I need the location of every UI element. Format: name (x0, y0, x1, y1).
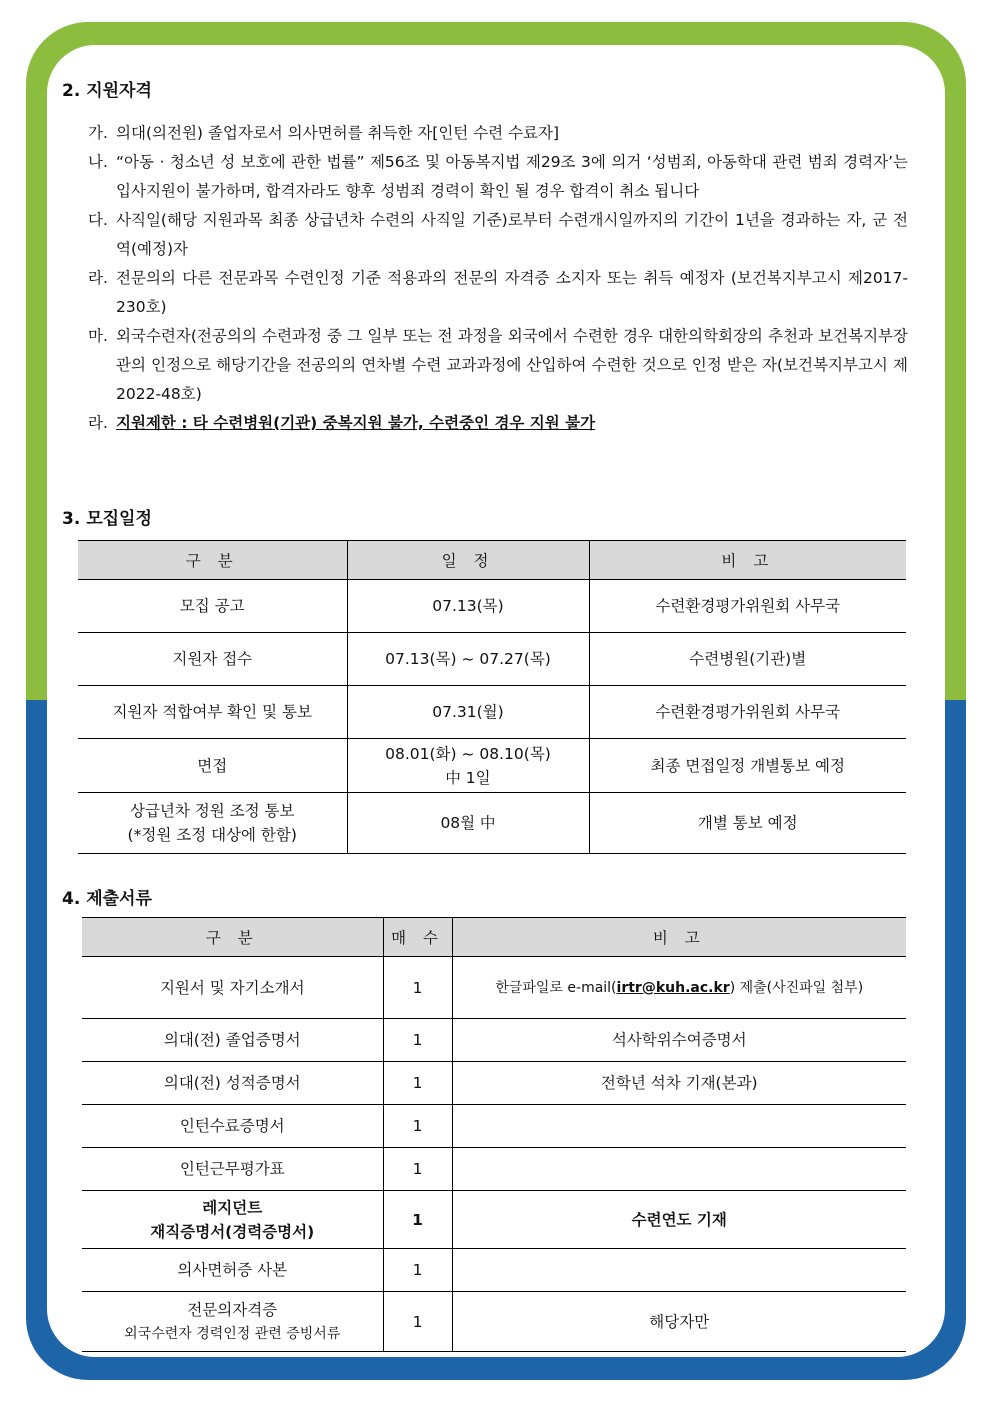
note-prefix: 한글파일로 e-mail( (495, 979, 617, 996)
item-text: 전문의의 다른 전문과목 수련인정 기준 적용과의 전문의 자격증 소지자 또는 취득 예정자 (보건복지부고시 제2017-230호) (116, 269, 908, 316)
cell-count: 1 (383, 1148, 452, 1191)
cell-count: 1 (383, 1062, 452, 1105)
schedule-table (78, 540, 906, 854)
cell-note: 최종 면접일정 개별통보 예정 (589, 739, 906, 793)
item-text: 의대(의전원) 졸업자로서 의사면허를 취득한 자[인턴 수련 수료자] (116, 124, 560, 142)
cell-count: 1 (383, 1292, 452, 1352)
cell-document (82, 1191, 383, 1249)
email-link[interactable]: irtr@kuh.ac.kr (616, 979, 730, 996)
cell-category: 모집 공고 (78, 580, 347, 633)
documents-table (82, 917, 906, 1352)
cell-note (452, 1105, 906, 1148)
table-row (78, 739, 906, 793)
item-marker: 라. (88, 269, 108, 287)
cell-category: 면접 (78, 739, 347, 793)
cell-note: 석사학위수여증명서 (452, 1019, 906, 1062)
table-row (78, 686, 906, 739)
cell-count: 1 (383, 1249, 452, 1292)
item-marker: 가. (88, 124, 108, 142)
item-text: 외국수련자(전공의의 수련과정 중 그 일부 또는 전 과정을 외국에서 수련한 경우 대한의학회장의 추천과 보건복지부장관의 인정으로 해당기간을 전공의의 연차별 수련 교과과정에 산입하여 수련한 것으로 인정 받은 자(보건복지부고시 제2022-48호) (116, 327, 908, 403)
item-text: “아동 · 청소년 성 보호에 관한 법률” 제56조 및 아동복지법 제29조 3에 의거 ‘성범죄, 아동학대 관련 범죄 경력자’는 입사지원이 불가하며, 합격자라도 향후 성범죄 경력이 확인 될 경우 합격이 취소 됩니다 (116, 153, 908, 200)
cell-note: 수련환경평가위원회 사무국 (589, 686, 906, 739)
table-row (78, 580, 906, 633)
cell-schedule (347, 739, 589, 793)
header-note: 비 고 (589, 541, 906, 580)
cell-note: 수련환경평가위원회 사무국 (589, 580, 906, 633)
cell-note (452, 1148, 906, 1191)
cell-note (452, 1249, 906, 1292)
cell-document: 지원서 및 자기소개서 (82, 957, 383, 1019)
cell-note: 해당자만 (452, 1292, 906, 1352)
cell-note: 개별 통보 예정 (589, 793, 906, 854)
category-note: (*정원 조정 대상에 한함) (127, 826, 297, 844)
table-header-row (82, 918, 906, 957)
cell-schedule: 08월 中 (347, 793, 589, 854)
cell-schedule: 07.31(월) (347, 686, 589, 739)
cell-category: 지원자 접수 (78, 633, 347, 686)
cell-document: 인턴수료증명서 (82, 1105, 383, 1148)
document-line: 외국수련자 경력인정 관련 증빙서류 (124, 1325, 341, 1342)
table-row (82, 1292, 906, 1352)
header-schedule: 일 정 (347, 541, 589, 580)
cell-document: 의사면허증 사본 (82, 1249, 383, 1292)
document-line: 레지던트 (202, 1198, 263, 1217)
section2-title: 2. 지원자격 (62, 81, 152, 101)
list-item (88, 264, 908, 322)
list-item (88, 322, 908, 409)
table-row (82, 1062, 906, 1105)
cell-note (452, 957, 906, 1019)
table-row (82, 957, 906, 1019)
table-row (82, 1105, 906, 1148)
table-row (82, 1019, 906, 1062)
header-note: 비 고 (452, 918, 906, 957)
list-item (88, 148, 908, 206)
table-row (82, 1191, 906, 1249)
cell-document: 인턴근무평가표 (82, 1148, 383, 1191)
list-item (88, 409, 908, 438)
cell-schedule: 07.13(목) (347, 580, 589, 633)
eligibility-list (88, 119, 908, 438)
cell-category (78, 793, 347, 854)
document-line: 전문의자격증 (187, 1300, 278, 1319)
cell-note: 수련연도 기재 (452, 1191, 906, 1249)
cell-document: 의대(전) 졸업증명서 (82, 1019, 383, 1062)
table-row (78, 633, 906, 686)
header-category: 구 분 (82, 918, 383, 957)
section3-title: 3. 모집일정 (62, 509, 152, 529)
header-category: 구 분 (78, 541, 347, 580)
table-row (82, 1148, 906, 1191)
item-marker: 라. (88, 414, 108, 432)
list-item (88, 119, 908, 148)
item-marker: 다. (88, 211, 108, 229)
item-text: 사직일(해당 지원과목 최종 상급년차 수련의 사직일 기준)로부터 수련개시일까지의 기간이 1년을 경과하는 자, 군 전역(예정)자 (116, 211, 908, 258)
schedule-line: 中 1일 (445, 768, 491, 787)
cell-note: 전학년 석차 기재(본과) (452, 1062, 906, 1105)
cell-count: 1 (383, 957, 452, 1019)
cell-schedule: 07.13(목) ~ 07.27(목) (347, 633, 589, 686)
list-item (88, 206, 908, 264)
cell-count: 1 (383, 1105, 452, 1148)
category-line: 상급년차 정원 조정 통보 (129, 802, 295, 820)
cell-category: 지원자 적합여부 확인 및 통보 (78, 686, 347, 739)
table-row (82, 1249, 906, 1292)
item-marker: 마. (88, 327, 108, 345)
schedule-line: 08.01(화) ~ 08.10(목) (385, 744, 551, 763)
application-restriction: 지원제한 : 타 수련병원(기관) 중복지원 불가, 수련중인 경우 지원 불가 (116, 414, 596, 432)
document-line: 재직증명서(경력증명서) (150, 1222, 315, 1241)
section4-title: 4. 제출서류 (62, 889, 152, 909)
note-suffix: ) 제출(사진파일 첨부) (729, 979, 864, 996)
header-count: 매 수 (383, 918, 452, 957)
cell-note: 수련병원(기관)별 (589, 633, 906, 686)
cell-count: 1 (383, 1019, 452, 1062)
table-header-row (78, 541, 906, 580)
cell-count: 1 (383, 1191, 452, 1249)
item-marker: 나. (88, 153, 108, 171)
table-row (78, 793, 906, 854)
cell-document: 의대(전) 성적증명서 (82, 1062, 383, 1105)
cell-document (82, 1292, 383, 1352)
